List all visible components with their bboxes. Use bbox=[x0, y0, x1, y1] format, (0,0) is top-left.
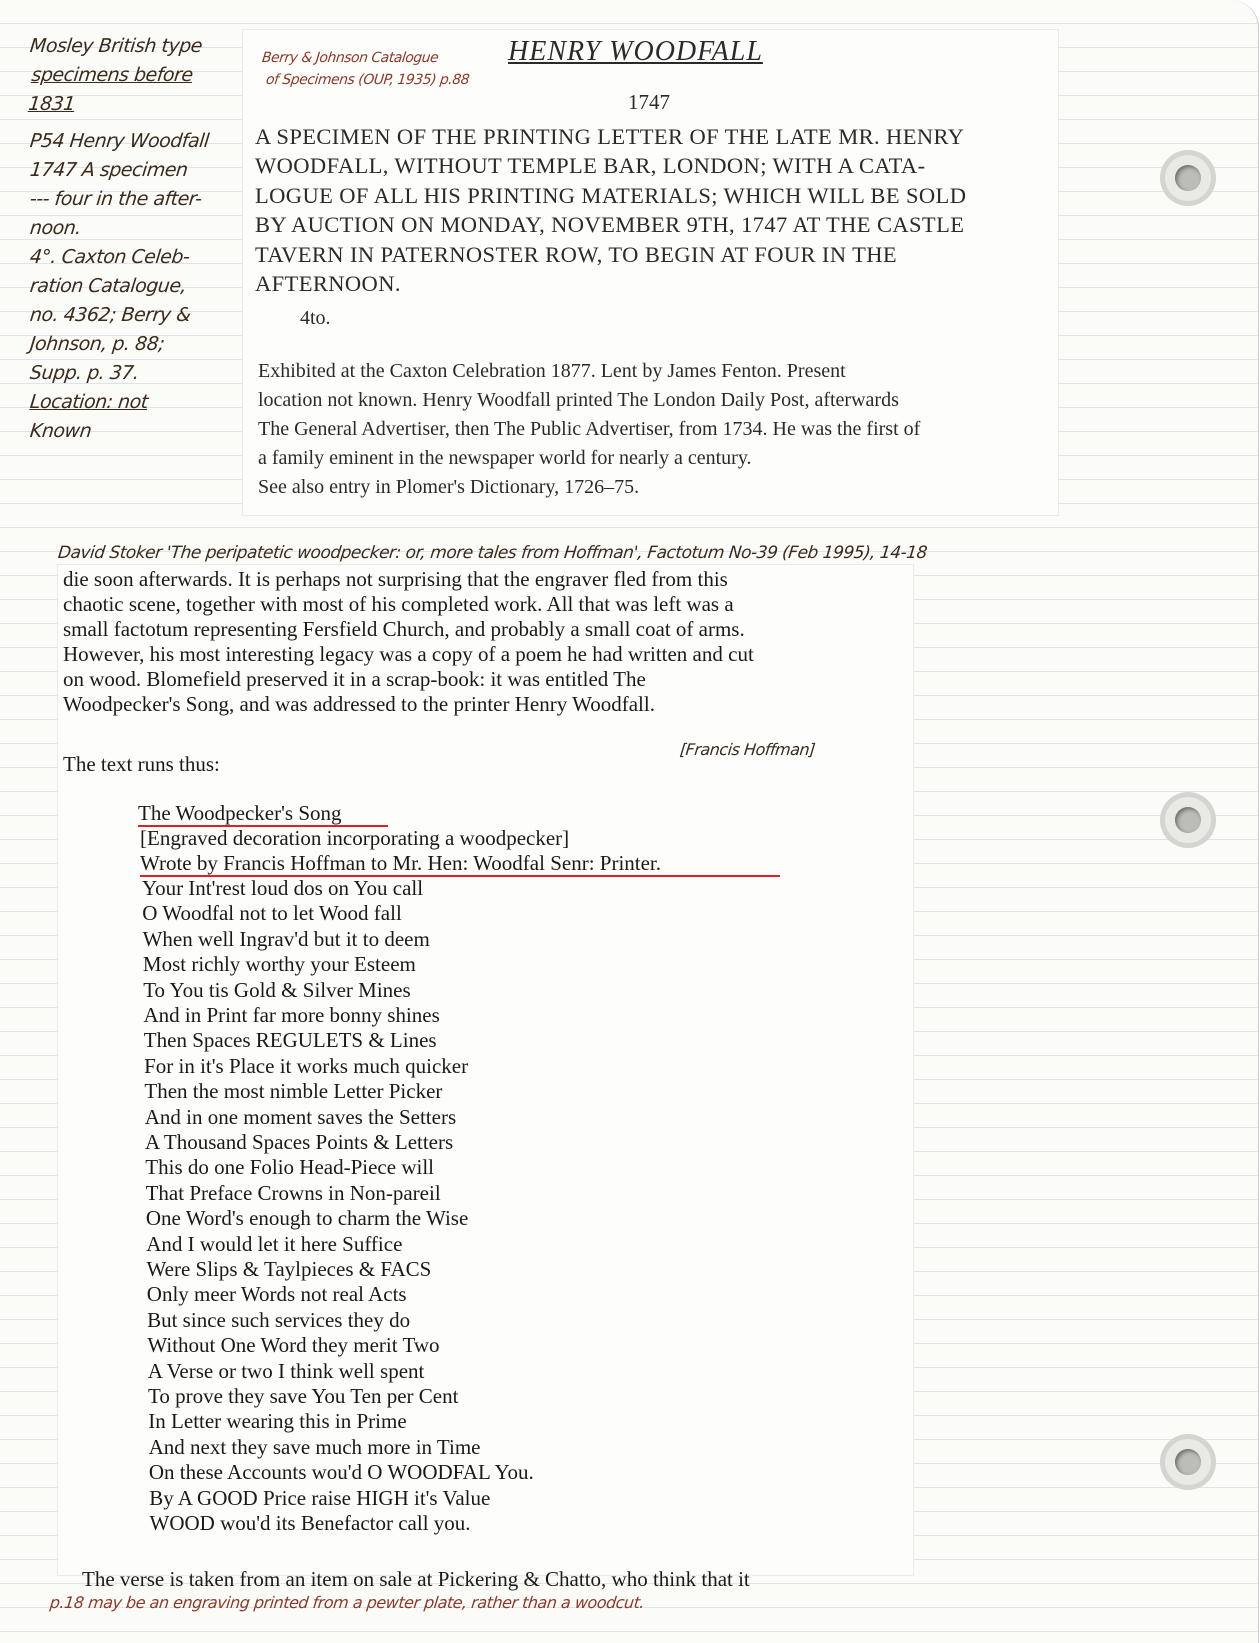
poem-decoration: [Engraved decoration incorporating a woodpecker] bbox=[140, 826, 570, 850]
entry-title: HENRY WOODFALL bbox=[508, 36, 763, 67]
poem-line: And in one moment saves the Setters bbox=[144, 1104, 457, 1129]
poem-line: When well Ingrav'd but it to deem bbox=[142, 926, 430, 951]
citation-note: David Stoker 'The peripatetic woodpecker: or, more tales from Hoffman', Factotum No-39 (Feb 1995), 14-18 bbox=[56, 543, 928, 563]
poem-line: Only meer Words not real Acts bbox=[146, 1282, 407, 1307]
description-line: LOGUE OF ALL HIS PRINTING MATERIALS; WHICH WILL BE SOLD bbox=[255, 183, 967, 208]
poem-line: But since such services they do bbox=[147, 1307, 411, 1332]
intro-line: die soon afterwards. It is perhaps not surprising that the engraver fled from this bbox=[63, 567, 728, 591]
binder-hole bbox=[1160, 792, 1216, 848]
annotation: [Francis Hoffman] bbox=[679, 740, 816, 759]
poem-line: And in Print far more bonny shines bbox=[143, 1003, 440, 1027]
poem-line: Your Int'rest loud dos on You call bbox=[142, 876, 424, 900]
description-line: AFTERNOON. bbox=[255, 271, 401, 296]
poem-line: A Thousand Spaces Points & Letters bbox=[145, 1130, 454, 1154]
poem-line: That Preface Crowns in Non-pareil bbox=[145, 1180, 441, 1205]
notes-line: location not known. Henry Woodfall printed The London Daily Post, afterwards bbox=[258, 389, 899, 411]
source-note: Berry & Johnson Catalogue bbox=[261, 50, 440, 66]
notes-line: The General Advertiser, then The Public Advertiser, from 1734. He was the first of bbox=[258, 418, 921, 440]
margin-note: Supp. p. 37. bbox=[28, 362, 140, 384]
margin-note: Known bbox=[28, 420, 93, 442]
margin-note: noon. bbox=[28, 217, 83, 239]
poem-byline: Wrote by Francis Hoffman to Mr. Hen: Woodfal Senr: Printer. bbox=[140, 851, 662, 875]
margin-note: Mosley British type bbox=[28, 35, 204, 57]
margin-note: ration Catalogue, bbox=[28, 275, 188, 297]
entry-year: 1747 bbox=[628, 90, 670, 114]
poem-line: O Woodfal not to let Wood fall bbox=[142, 901, 402, 926]
poem-line: Then the most nimble Letter Picker bbox=[144, 1079, 443, 1104]
margin-note: specimens before 1831 bbox=[27, 64, 194, 115]
poem-line: And I would let it here Suffice bbox=[146, 1231, 403, 1256]
description-line: BY AUCTION ON MONDAY, NOVEMBER 9TH, 1747 AT THE CASTLE bbox=[255, 212, 965, 237]
bottom-note: p.18 may be an engraving printed from a pewter plate, rather than a woodcut. bbox=[49, 1593, 646, 1612]
margin-note: 4°. Caxton Celeb- bbox=[28, 246, 191, 268]
source-note: of Specimens (OUP, 1935) p.88 bbox=[265, 72, 470, 88]
margin-note: Johnson, p. 88; bbox=[28, 333, 166, 355]
poem-line: WOOD wou'd its Benefactor call you. bbox=[149, 1511, 471, 1535]
margin-note: P54 Henry Woodfall bbox=[28, 130, 210, 152]
margin-note: --- four in the after- bbox=[28, 188, 203, 210]
poem-line: To prove they save You Ten per Cent bbox=[148, 1384, 459, 1408]
lead-text: The text runs thus: bbox=[63, 752, 220, 776]
margin-notes bbox=[27, 32, 240, 446]
poem-line: Most richly worthy your Esteem bbox=[142, 952, 416, 977]
margin-note: 1747 A specimen bbox=[28, 159, 189, 181]
format: 4to. bbox=[300, 307, 331, 329]
poem-line: By A GOOD Price raise HIGH it's Value bbox=[149, 1485, 491, 1510]
description-line: TAVERN IN PATERNOSTER ROW, TO BEGIN AT FOUR IN THE bbox=[255, 242, 898, 267]
poem-line: Were Slips & Taylpieces & FACS bbox=[146, 1257, 432, 1281]
poem-line: A Verse or two I think well spent bbox=[147, 1358, 425, 1383]
poem-line: Then Spaces REGULETS & Lines bbox=[143, 1028, 437, 1053]
poem-line: For in it's Place it works much quicker bbox=[144, 1053, 469, 1078]
description-line: WOODFALL, WITHOUT TEMPLE BAR, LONDON; WITH A CATA- bbox=[255, 153, 926, 178]
poem-line: One Word's enough to charm the Wise bbox=[145, 1206, 469, 1231]
notes-line: Exhibited at the Caxton Celebration 1877. Lent by James Fenton. Present bbox=[258, 360, 846, 382]
intro-line: However, his most interesting legacy was a copy of a poem he had written and cut bbox=[63, 642, 754, 666]
notes-line: See also entry in Plomer's Dictionary, 1726–75. bbox=[258, 476, 640, 498]
notes-line: a family eminent in the newspaper world for nearly a century. bbox=[258, 447, 752, 469]
description-line: A SPECIMEN OF THE PRINTING LETTER OF THE LATE MR. HENRY bbox=[255, 124, 965, 149]
poem-line: On these Accounts wou'd O WOODFAL You. bbox=[148, 1460, 534, 1485]
poem-line: Without One Word they merit Two bbox=[147, 1333, 440, 1358]
margin-note: no. 4362; Berry & bbox=[28, 304, 192, 326]
poem-line: In Letter wearing this in Prime bbox=[148, 1409, 407, 1434]
binder-hole bbox=[1160, 150, 1216, 206]
intro-line: chaotic scene, together with most of his completed work. All that was left was a bbox=[63, 592, 734, 616]
poem-line: This do one Folio Head-Piece will bbox=[145, 1155, 434, 1180]
poem-line: And next they save much more in Time bbox=[148, 1434, 481, 1459]
poem-line: To You tis Gold & Silver Mines bbox=[143, 977, 411, 1002]
binder-hole bbox=[1160, 1434, 1216, 1490]
intro-line: Woodpecker's Song, and was addressed to the printer Henry Woodfall. bbox=[63, 692, 655, 716]
poem-title: The Woodpecker's Song bbox=[138, 801, 342, 825]
closing-line: The verse is taken from an item on sale at Pickering & Chatto, who think that it bbox=[82, 1567, 750, 1591]
intro-line: on wood. Blomefield preserved it in a scrap-book: it was entitled The bbox=[63, 667, 646, 691]
intro-line: small factotum representing Fersfield Church, and probably a small coat of arms. bbox=[63, 617, 745, 641]
margin-note: Location: not bbox=[28, 391, 149, 413]
